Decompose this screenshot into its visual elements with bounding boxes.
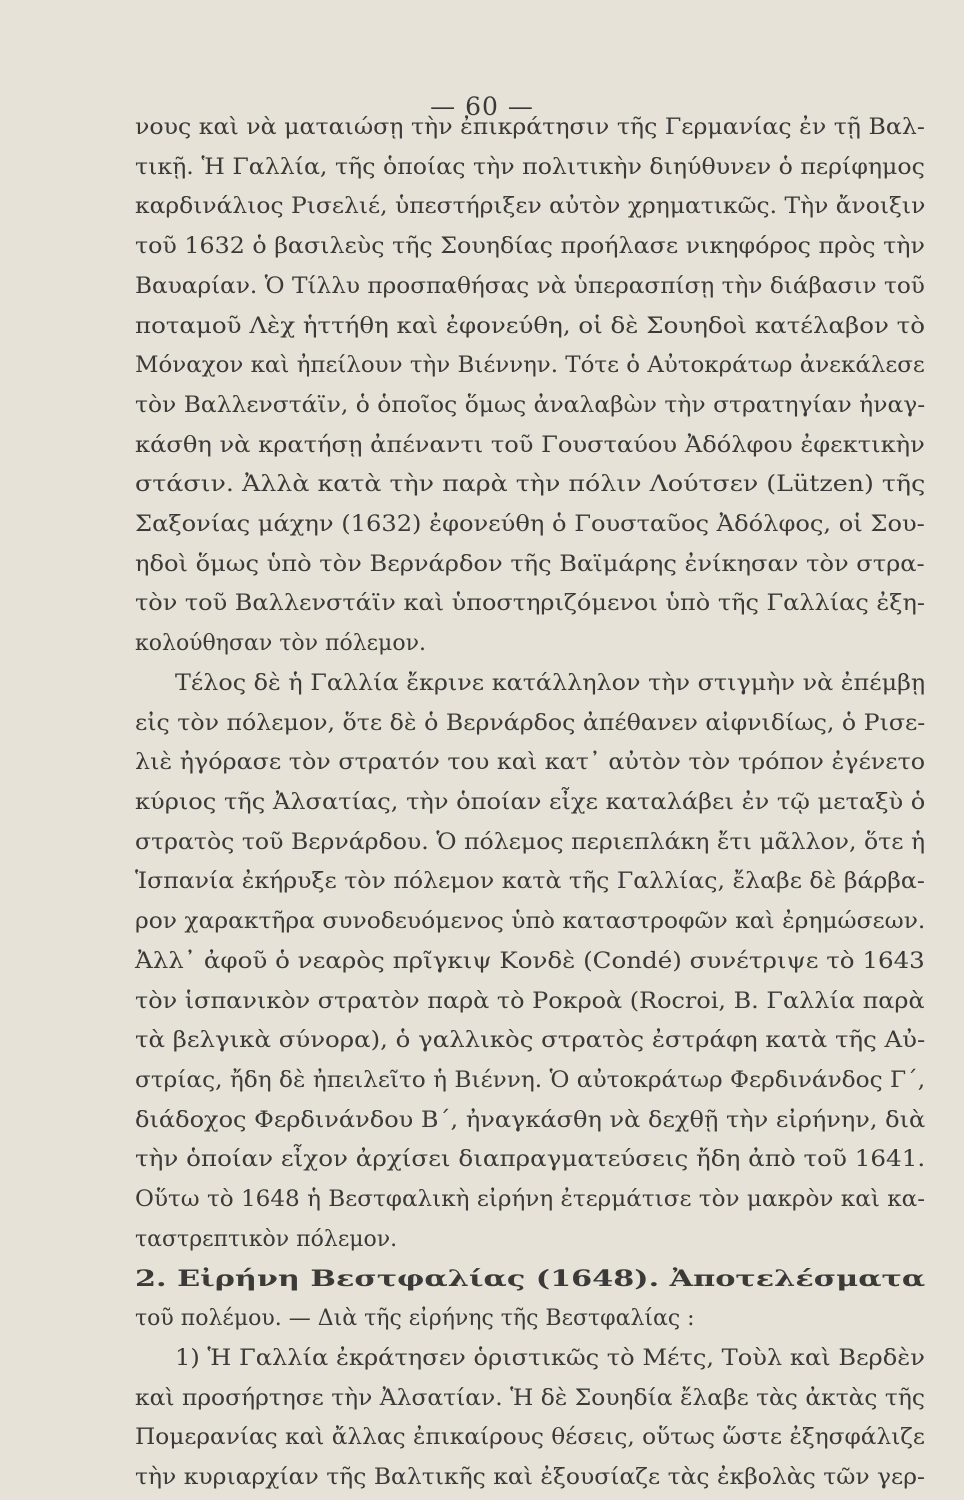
text-line: τὴν ὁποίαν εἶχον ἀρχίσει διαπραγματεύσεις ἤδη ἀπὸ τοῦ 1641. [135, 1147, 926, 1173]
text-line: τὰ βελγικὰ σύνορα), ὁ γαλλικὸς στρατὸς ἐστράφη κατὰ τῆς Αὐ- [135, 1028, 926, 1054]
text-line: Βαυαρίαν. Ὁ Τίλλυ προσπαθήσας νὰ ὑπερασπίσῃ τὴν διάβασιν τοῦ [135, 273, 925, 299]
text-line: νους καὶ νὰ ματαιώσῃ τὴν ἐπικράτησιν τῆς Γερμανίας ἐν τῇ Βαλ- [135, 115, 925, 140]
text-line: Οὕτω τὸ 1648 ἡ Βεστφαλικὴ εἰρήνη ἐτερμάτισε τὸν μακρὸν καὶ κα- [135, 1187, 926, 1213]
text-line: κάσθη νὰ κρατήσῃ ἀπέναντι τοῦ Γουσταύου Ἀδόλφου ἐφεκτικὴν [135, 432, 925, 458]
text-line: Τέλος δὲ ἡ Γαλλία ἔκρινε κατάλληλον τὴν στιγμὴν νὰ ἐπέμβῃ [175, 670, 926, 696]
text-line: κολούθησαν τὸν πόλεμον. [135, 631, 426, 657]
text-line: Μόναχον καὶ ἠπείλουν τὴν Βιέννην. Τότε ὁ Αὐτοκράτωρ ἀνεκάλεσε [135, 353, 925, 379]
text-line: λιὲ ἠγόρασε τὸν στρατόν του καὶ κατ᾿ αὐτὸν τὸν τρόπον ἐγένετο [135, 750, 926, 776]
text-line: εἰς τὸν πόλεμον, ὅτε δὲ ὁ Βερνάρδος ἀπέθανεν αἰφνιδίως, ὁ Ρισε- [135, 710, 926, 736]
text-line: τοῦ πολέμου. — Διὰ τῆς εἰρήνης τῆς Βεστφαλίας : [135, 1306, 695, 1332]
text-line: στρίας, ἤδη δὲ ἠπειλεῖτο ἡ Βιέννη. Ὁ αὐτοκράτωρ Φερδινάνδος Γ΄, [135, 1067, 926, 1093]
text-line: ποταμοῦ Λὲχ ἡττήθη καὶ ἐφονεύθη, οἱ δὲ Σουηδοὶ κατέλαβον τὸ [135, 313, 925, 339]
text-line: τικῇ. Ἡ Γαλλία, τῆς ὁποίας τὴν πολιτικὴν διηύθυνεν ὁ περίφημος [135, 154, 925, 180]
text-line: ρον χαρακτῆρα συνοδευόμενος ὑπὸ καταστροφῶν καὶ ἐρημώσεων. [135, 909, 926, 935]
text-line: Ἀλλ᾿ ἀφοῦ ὁ νεαρὸς πρῖγκιψ Κονδὲ (Condé) συνέτριψε τὸ 1643 [135, 948, 925, 974]
text-line: τὸν ἱσπανικὸν στρατὸν παρὰ τὸ Ροκροὰ (Rocroi, Β. Γαλλία παρὰ [135, 988, 925, 1014]
text-line: καρδινάλιος Ρισελιέ, ὑπεστήριξεν αὐτὸν χρηματικῶς. Τὴν ἄνοιξιν [135, 194, 926, 220]
text-line: τὸν Βαλλενστάϊν, ὁ ὁποῖος ὅμως ἀναλαβὼν τὴν στρατηγίαν ἠναγ- [135, 392, 926, 418]
text-line: καὶ προσήρτησε τὴν Ἀλσατίαν. Ἡ δὲ Σουηδία ἔλαβε τὰς ἀκτὰς τῆς [135, 1385, 925, 1411]
text-line: 1) Ἡ Γαλλία ἐκράτησεν ὁριστικῶς τὸ Μέτς, Τοὺλ καὶ Βερδὲν [175, 1345, 925, 1371]
text-line: κύριος τῆς Ἀλσατίας, τὴν ὁποίαν εἶχε καταλάβει ἐν τῷ μεταξὺ ὁ [135, 790, 926, 815]
text-line: τοῦ 1632 ὁ βασιλεὺς τῆς Σουηδίας προήλασε νικηφόρος πρὸς τὴν [135, 234, 925, 260]
page-number: — 60 — [430, 92, 534, 121]
text-line: τὸν τοῦ Βαλλενστάϊν καὶ ὑποστηριζόμενοι ὑπὸ τῆς Γαλλίας ἐξη- [135, 591, 925, 617]
section-heading: 2. Εἰρήνη Βεστφαλίας (1648). Ἀποτελέσματα [135, 1266, 926, 1293]
text-line: Πομερανίας καὶ ἄλλας ἐπικαίρους θέσεις, οὕτως ὥστε ἐξησφάλιζε [135, 1425, 925, 1451]
text-line: Ἱσπανία ἐκήρυξε τὸν πόλεμον κατὰ τῆς Γαλλίας, ἔλαβε δὲ βάρβα- [135, 869, 925, 895]
text-line: διάδοχος Φερδινάνδου Β΄, ἠναγκάσθη νὰ δεχθῇ τὴν εἰρήνην, διὰ [135, 1107, 926, 1133]
text-line: ταστρεπτικὸν πόλεμον. [135, 1226, 398, 1252]
text-line: τὴν κυριαρχίαν τῆς Βαλτικῆς καὶ ἐξουσίαζε τὰς ἐκβολὰς τῶν γερ- [135, 1465, 925, 1490]
text-line: Σαξονίας μάχην (1632) ἐφονεύθη ὁ Γουσταῦος Ἀδόλφος, οἱ Σου- [135, 512, 925, 538]
text-line: στρατὸς τοῦ Βερνάρδου. Ὁ πόλεμος περιεπλάκη ἔτι μᾶλλον, ὅτε ἡ [135, 829, 926, 855]
text-line: ηδοὶ ὅμως ὑπὸ τὸν Βερνάρδον τῆς Βαϊμάρης ἐνίκησαν τὸν στρα- [135, 551, 925, 577]
text-line: στάσιν. Ἀλλὰ κατὰ τὴν παρὰ τὴν πόλιν Λούτσεν (Lützen) τῆς [135, 472, 926, 498]
